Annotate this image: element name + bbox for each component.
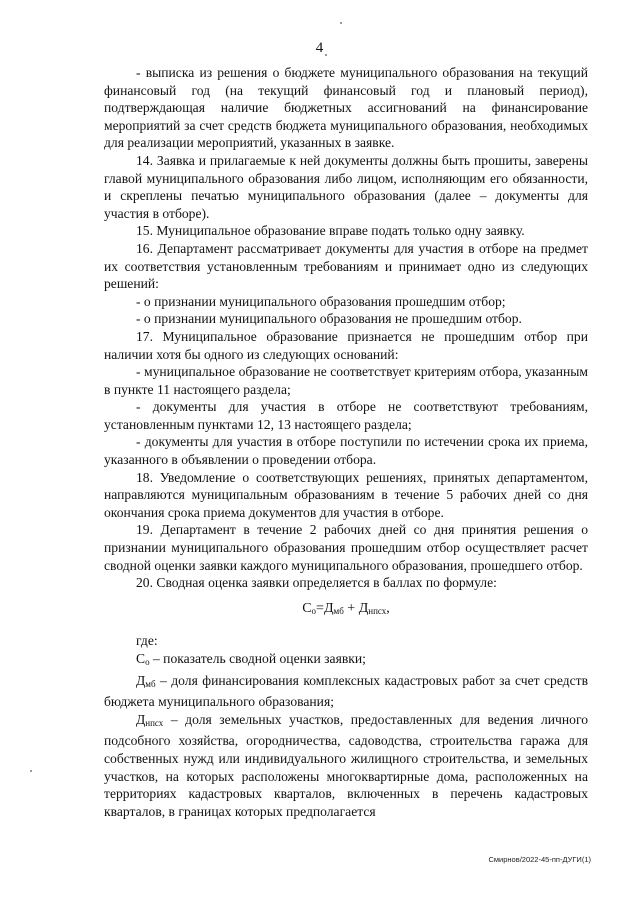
paragraph: - муниципальное образование не соответствует критериям отбора, указанным в пункте 11 настоящего раздела; [104,364,588,397]
definition-text: – доля финансирования комплексных кадастровых работ за счет средств бюджета муниципального образования; [104,672,588,710]
where-label: где: [136,633,158,649]
paragraph: 16. Департамент рассматривает документы для участия в отборе на предмет их соответствия установленным требованиям и принимает одно из следующих решений: [104,240,588,292]
definition-subscript: нпсх [145,717,164,728]
formula-subscript: мб [333,605,344,616]
formula-equals: = [316,600,324,616]
paragraph: - выписка из решения о бюджете муниципального образования на текущий финансовый год (на текущий финансовый год и плановый период), подтверждающая наличие бюджетных ассигнований на финансирование мероприятий за счет средств бюджета муниципального образования, необходимых для реализации мероприятий, указанных в заявке. [104,65,588,151]
formula [104,600,588,621]
formula-symbol: Д [323,600,334,616]
formula-plus: + [343,600,359,616]
page-number: 4 [315,40,324,56]
definition-subscript: о [145,657,150,667]
definition-symbol: Д [136,672,146,688]
paragraph: - документы для участия в отборе не соответствуют требованиям, установленным пунктами 12, 13 настоящего раздела; [104,399,588,432]
formula-comma: , [386,600,390,616]
definition-symbol: С [136,651,146,666]
formula-symbol: Д [358,600,369,616]
definition-dmb [104,672,588,711]
paragraph: 14. Заявка и прилагаемые к ней документы должны быть прошиты, заверены главой муниципального образования либо лицом, исполняющим его обязанности, и скреплены печатью муниципального образования (далее – документы для участия в отборе). [104,152,588,221]
paragraph: - документы для участия в отборе поступили по истечении срока их приема, указанного в объявлении о проведении отбора. [104,434,588,468]
scan-speck [340,22,342,24]
paragraph: 15. Муниципальное образование вправе подать только одну заявку. [136,223,525,239]
scan-speck [30,770,32,772]
definition-symbol: Д [136,711,146,727]
definition-co [104,650,588,672]
definition-text: – доля земельных участков, предоставленных для ведения личного подсобного хозяйства, огородничества, садоводства, строительства гаража для собственных нужд или индивидуального жилищного строительства, и земельных участков, на которых расположены многоквартирные дома, расположенных на территориях кадастровых кварталов, включенных в перечень кадастровых кварталов, в границах которых предполагается [104,711,588,819]
paragraph: 20. Сводная оценка заявки определяется в баллах по формуле: [136,575,497,591]
document-footer-code: Смирнов/2022-45-пп-ДУГИ(1) [488,855,591,864]
definition-text: – показатель сводной оценки заявки; [149,651,366,666]
paragraph: - о признании муниципального образования прошедшим отбор; [136,293,506,309]
formula-symbol: С [302,600,312,616]
paragraph: - о признании муниципального образования не прошедшим отбор. [136,311,522,327]
paragraph: 19. Департамент в течение 2 рабочих дней со дня принятия решения о признании муниципального образования прошедшим отбор осуществляет расчет сводной оценки заявки каждого муниципального образования, прошедшего отбор. [104,522,588,573]
formula-subscript: о [311,605,317,616]
formula-subscript: нпсх [368,605,387,616]
definition-subscript: мб [145,678,156,689]
paragraph: 18. Уведомление о соответствующих решениях, принятых департаментом, направляются муниципальным образованиям в течение 5 рабочих дней со дня окончания срока приема документов для участия в отборе. [104,469,588,520]
definition-dnpsh [104,711,588,821]
document-body [104,64,588,820]
paragraph: 17. Муниципальное образование признается не прошедшим отбор при наличии хотя бы одного из следующих оснований: [104,328,588,362]
